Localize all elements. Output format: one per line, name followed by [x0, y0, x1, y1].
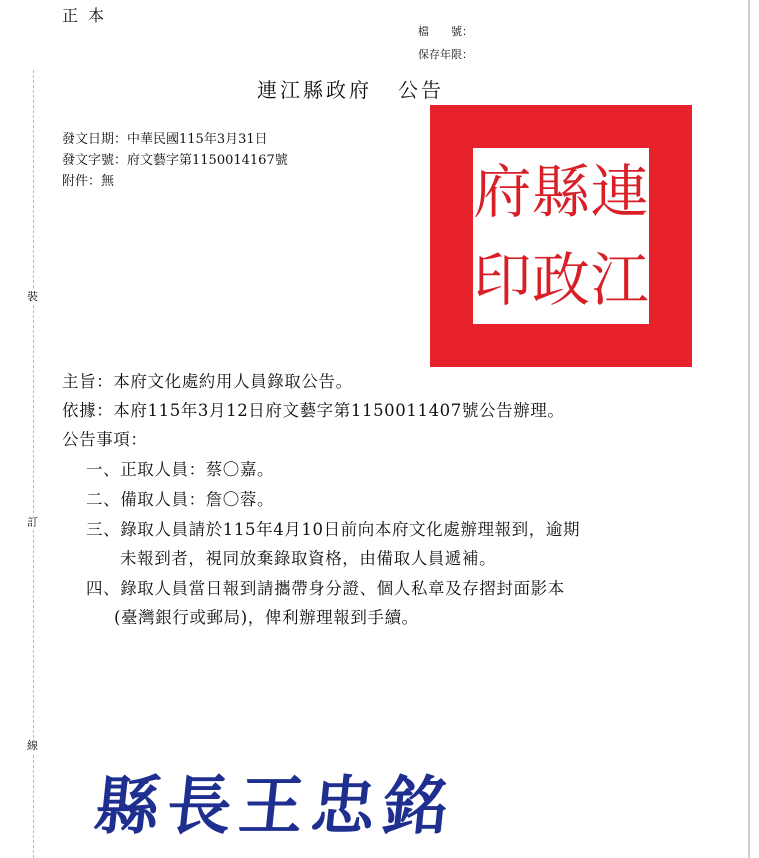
page-edge	[748, 0, 750, 858]
binding-mark-xian: 線	[27, 739, 38, 752]
official-seal	[430, 105, 692, 367]
file-number-label: 檔 號：	[418, 25, 473, 38]
item-4-line-1: 四、錄取人員當日報到請攜帶身分證、個人私章及存摺封面影本	[86, 579, 565, 598]
issue-date: 發文日期：中華民國115年3月31日	[62, 132, 268, 147]
attachment: 附件：無	[62, 174, 115, 189]
item-4-line-2: (臺灣銀行或郵局)，俾利辦理報到手續。	[114, 608, 419, 627]
magistrate-signature: 縣長王忠銘	[91, 769, 460, 844]
seal-char: 府	[473, 158, 532, 226]
seal-char: 政	[531, 246, 590, 314]
binding-mark-ding: 訂	[27, 516, 38, 529]
document-title	[257, 74, 444, 103]
seal-char: 連	[590, 158, 649, 226]
document-type: 公告	[398, 78, 444, 102]
seal-char: 縣	[531, 158, 590, 226]
item-2: 二、備取人員：詹〇蓉。	[86, 490, 275, 509]
item-3-line-1: 三、錄取人員請於115年4月10日前向本府文化處辦理報到，逾期	[86, 520, 581, 539]
seal-char: 江	[590, 246, 649, 314]
subject-line: 主旨：本府文化處約用人員錄取公告。	[62, 372, 353, 391]
retention-label: 保存年限：	[418, 48, 473, 61]
copy-type-label: 正本	[62, 6, 115, 25]
basis-line: 依據：本府115年3月12日府文藝字第1150011407號公告辦理。	[62, 401, 565, 420]
binding-mark-zhuang: 裝	[27, 290, 38, 303]
item-1: 一、正取人員：蔡〇嘉。	[86, 460, 275, 479]
seal-char: 印	[473, 246, 532, 314]
issuing-organization: 連江縣政府	[257, 78, 372, 102]
document-number: 發文字號：府文藝字第1150014167號	[62, 153, 288, 168]
seal-inner-field	[473, 148, 649, 324]
items-heading: 公告事項：	[62, 430, 148, 449]
item-3-line-2: 未報到者，視同放棄錄取資格，由備取人員遞補。	[120, 549, 497, 568]
